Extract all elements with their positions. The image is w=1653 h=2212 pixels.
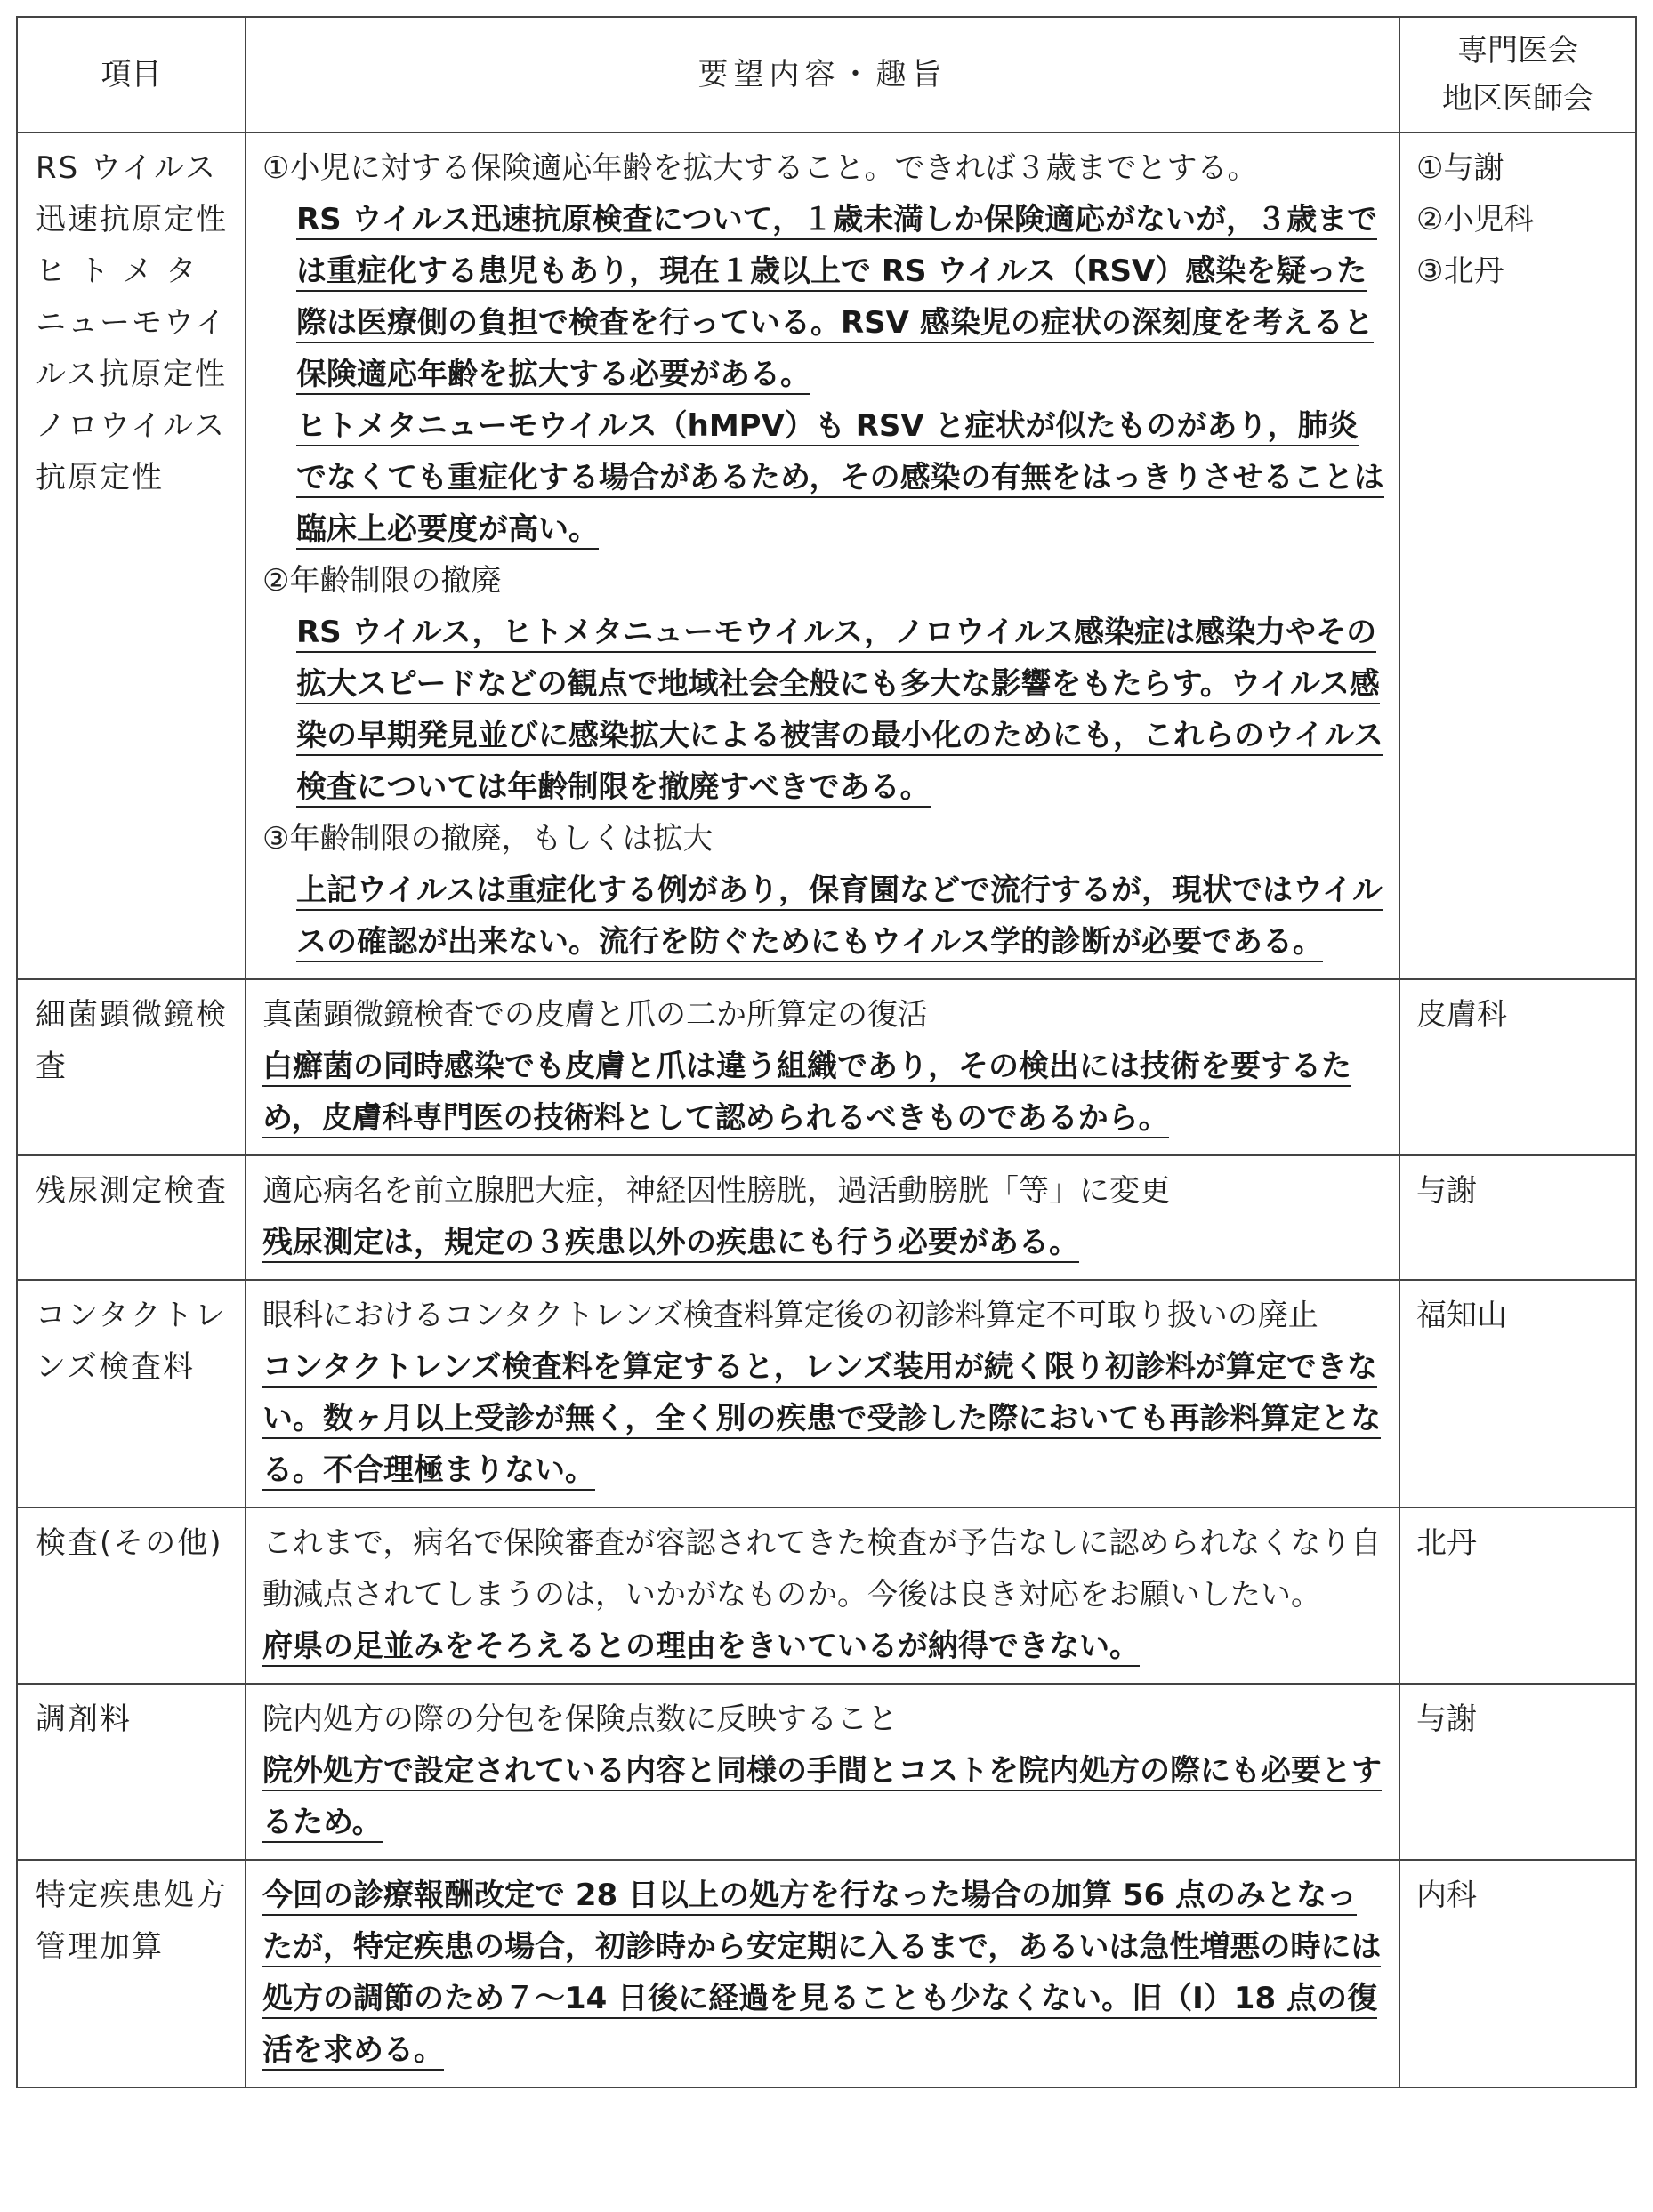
request-reason-text: 上記ウイルスは重症化する例があり，保育園などで流行するが，現状ではウイルスの確認が出来ない。流行を防ぐためにもウイルス学的診断が必要である。	[296, 873, 1383, 962]
header-item: 項目	[17, 17, 246, 133]
request-reason-text: RS ウイルス迅速抗原検査について，１歳未満しか保険適応がないが，３歳までは重症化する患児もあり，現在１歳以上で RS ウイルス（RSV）感染を疑った際は医療側の負担で検査を行っている。RSV 感染児の症状の深刻度を考えると保険適応年齢を拡大する必要がある。	[296, 202, 1377, 395]
request-reason	[262, 1745, 1384, 1848]
request-reason	[262, 400, 1384, 555]
request-reason	[262, 1341, 1384, 1496]
row-item: 特定疾患処方管理加算	[17, 1860, 246, 2087]
row-content	[246, 133, 1399, 979]
row-source: 与謝	[1399, 1155, 1636, 1280]
row-item: 残尿測定検査	[17, 1155, 246, 1280]
source-line: ②小児科	[1416, 202, 1535, 237]
table-row	[17, 1155, 1636, 1280]
row-content	[246, 1860, 1399, 2087]
request-reason-text: 今回の診療報酬改定で 28 日以上の処方を行なった場合の加算 56 点のみとなったが，特定疾患の場合，初診時から安定期に入るまで，あるいは急性増悪の時には処方の調節のため７～14 日後に経過を見ることも少なくない。旧（Ⅰ）18 点の復活を求める。	[262, 1878, 1381, 2071]
row-source	[1399, 133, 1636, 979]
table-row	[17, 1508, 1636, 1684]
request-reason	[262, 607, 1384, 813]
row-source: 皮膚科	[1399, 979, 1636, 1155]
request-title: ③年齢制限の撤廃，もしくは拡大	[262, 821, 714, 857]
table-row	[17, 979, 1636, 1155]
request-title: 院内処方の際の分包を保険点数に反映すること	[262, 1701, 898, 1737]
header-source-line2: 地区医師会	[1442, 81, 1593, 117]
row-content	[246, 1155, 1399, 1280]
header-content: 要望内容・趣旨	[246, 17, 1399, 133]
table-row	[17, 1684, 1636, 1860]
request-reason-text: 残尿測定は，規定の３疾患以外の疾患にも行う必要がある。	[262, 1225, 1079, 1263]
request-reason	[262, 865, 1384, 968]
request-reason-text: RS ウイルス，ヒトメタニューモウイルス，ノロウイルス感染症は感染力やその拡大スピードなどの観点で地域社会全般にも多大な影響をもたらす。ウイルス感染の早期発見並びに感染拡大による被害の最小化のためにも，これらのウイルス検査については年齢制限を撤廃すべきである。	[296, 615, 1383, 808]
row-source: 与謝	[1399, 1684, 1636, 1860]
row-content	[246, 1280, 1399, 1508]
request-reason	[262, 194, 1384, 400]
row-item: 細菌顕微鏡検査	[17, 979, 246, 1155]
table-row	[17, 1280, 1636, 1508]
row-source: 内科	[1399, 1860, 1636, 2087]
row-source: 福知山	[1399, 1280, 1636, 1508]
request-reason	[262, 1217, 1384, 1268]
header-row	[17, 17, 1636, 133]
request-title: 真菌顕微鏡検査での皮膚と爪の二か所算定の復活	[262, 997, 928, 1033]
row-item: RS ウイルス迅速抗原定性 ヒ ト メ タ ニューモウイルス抗原定性 ノロウイルス抗原定性	[17, 133, 246, 979]
row-content	[246, 979, 1399, 1155]
request-reason-text: 院外処方で設定されている内容と同様の手間とコストを院内処方の際にも必要とするため。	[262, 1753, 1382, 1843]
request-reason-text: 府県の足並みをそろえるとの理由をきいているが納得できない。	[262, 1629, 1140, 1667]
header-source	[1399, 17, 1636, 133]
row-item: 検査(その他)	[17, 1508, 246, 1684]
source-line: ①与謝	[1416, 150, 1504, 186]
request-table	[16, 16, 1637, 2088]
row-content	[246, 1508, 1399, 1684]
request-reason	[262, 1870, 1384, 2076]
request-title: これまで，病名で保険審査が容認されてきた検査が予告なしに認められなくなり自動減点されてしまうのは，いかがなものか。今後は良き対応をお願いしたい。	[262, 1525, 1382, 1613]
row-item: コンタクトレンズ検査料	[17, 1280, 246, 1508]
request-reason-text: 白癬菌の同時感染でも皮膚と爪は違う組織であり，その検出には技術を要するため，皮膚科専門医の技術料として認められるべきものであるから。	[262, 1049, 1351, 1138]
source-line: ③北丹	[1416, 253, 1504, 289]
header-source-line1: 専門医会	[1457, 33, 1578, 68]
request-title: ②年齢制限の撤廃	[262, 563, 502, 599]
request-reason	[262, 1041, 1384, 1144]
request-title: 眼科におけるコンタクトレンズ検査料算定後の初診料算定不可取り扱いの廃止	[262, 1298, 1318, 1333]
request-reason	[262, 1621, 1384, 1672]
row-source: 北丹	[1399, 1508, 1636, 1684]
request-reason-text: ヒトメタニューモウイルス（hMPV）も RSV と症状が似たものがあり，肺炎でなくても重症化する場合があるため，その感染の有無をはっきりさせることは臨床上必要度が高い。	[296, 408, 1384, 550]
table-row	[17, 1860, 1636, 2087]
request-reason-text: コンタクトレンズ検査料を算定すると，レンズ装用が続く限り初診料が算定できない。数ヶ月以上受診が無く，全く別の疾患で受診した際においても再診料算定となる。不合理極まりない。	[262, 1349, 1381, 1491]
row-content	[246, 1684, 1399, 1860]
request-title: ①小児に対する保険適応年齢を拡大すること。できれば３歳までとする。	[262, 150, 1258, 186]
table-row	[17, 133, 1636, 979]
request-title: 適応病名を前立腺肥大症，神経因性膀胱，過活動膀胱「等」に変更	[262, 1173, 1170, 1209]
row-item: 調剤料	[17, 1684, 246, 1860]
